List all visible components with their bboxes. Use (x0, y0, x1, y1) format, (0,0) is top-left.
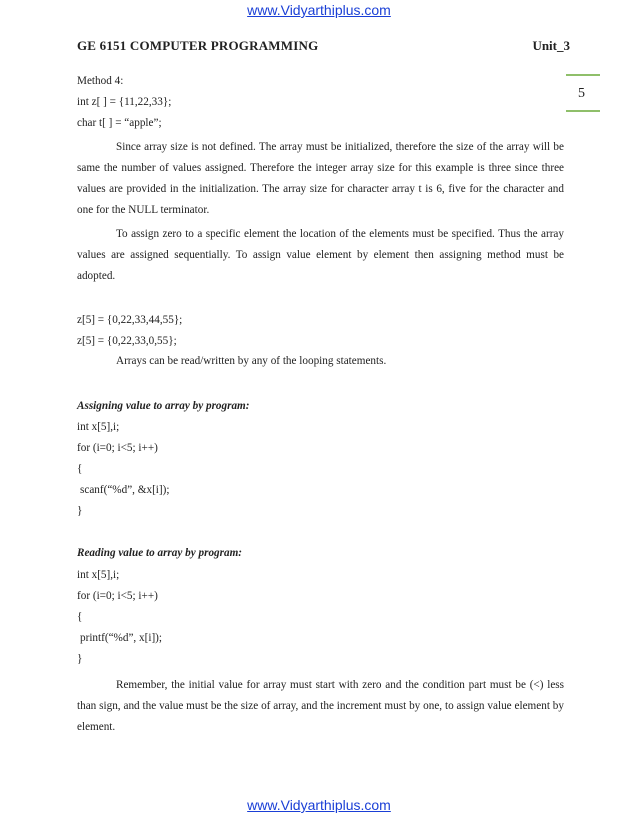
code-line: for (i=0; i<5; i++) (77, 442, 158, 454)
code-line: int x[5],i; (77, 421, 120, 433)
loop-note: Arrays can be read/written by any of the looping statements. (116, 355, 387, 367)
paragraph-remember: Remember, the initial value for array must start with zero and the condition part must be (<) less than sign, and the value must be the size of array, and the increment must by one, to assign value element by element. (77, 679, 564, 733)
page-number-rule-top (566, 74, 600, 76)
page-number: 5 (578, 86, 585, 101)
top-website-link[interactable]: www.Vidyarthiplus.com (247, 2, 391, 18)
read-heading: Reading value to array by program: (77, 547, 243, 559)
code-line: int z[ ] = {11,22,33}; (77, 96, 172, 108)
code-line: { (77, 611, 83, 623)
unit-label: Unit_3 (532, 38, 570, 53)
paragraph-array-size: Since array size is not defined. The array must be initialized, therefore the size of the array will be same the number of values assigned. Therefore the integer array size for this example is three since three values are provided in the initialization. The array size for character array t is 6, five for the character and one for the NULL terminator. (77, 141, 564, 216)
bottom-website-link[interactable]: www.Vidyarthiplus.com (247, 797, 391, 813)
code-line: printf(“%d”, x[i]); (80, 632, 163, 644)
code-line: z[5] = {0,22,33,44,55}; (77, 314, 183, 326)
code-line: { (77, 463, 83, 475)
page-number-rule-bottom (566, 110, 600, 112)
code-line: } (77, 653, 83, 665)
code-line: z[5] = {0,22,33,0,55}; (77, 335, 177, 347)
code-line: for (i=0; i<5; i++) (77, 590, 158, 602)
code-line: scanf(“%d”, &x[i]); (80, 484, 170, 496)
course-title: GE 6151 COMPUTER PROGRAMMING (77, 38, 319, 53)
code-line: char t[ ] = “apple”; (77, 117, 162, 129)
method-title: Method 4: (77, 75, 124, 87)
paragraph-assign-zero: To assign zero to a specific element the location of the elements must be specified. Thus the array values are assigned sequentially. To assign value element by element then assigning method must be adopted. (77, 228, 564, 282)
code-line: } (77, 505, 83, 517)
assign-heading: Assigning value to array by program: (77, 400, 250, 412)
code-line: int x[5],i; (77, 569, 120, 581)
